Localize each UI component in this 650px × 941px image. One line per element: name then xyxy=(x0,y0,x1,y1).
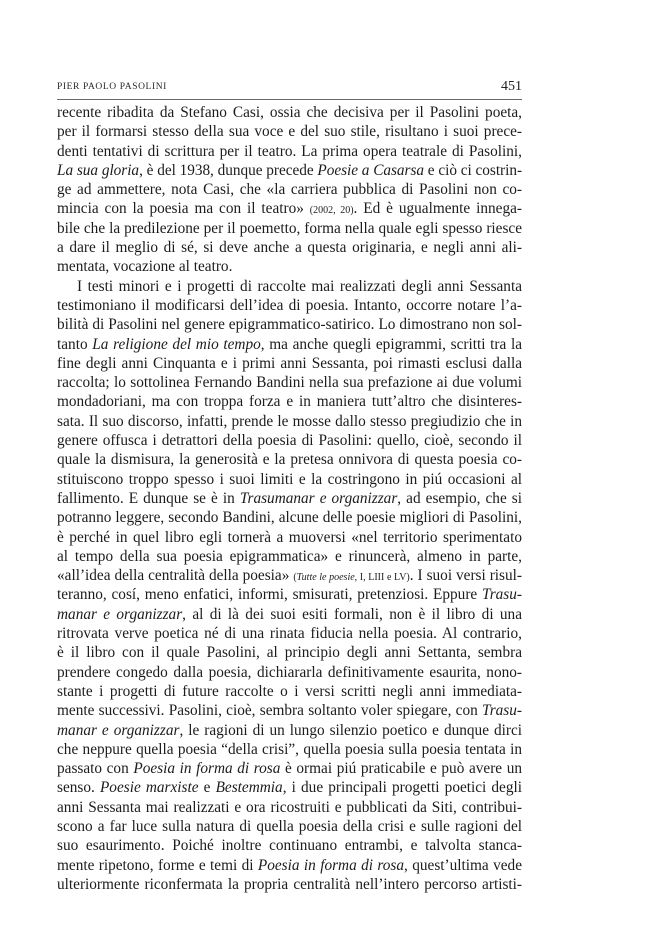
text-line xyxy=(57,701,522,720)
text-run: , ad esempio, che si xyxy=(397,489,522,507)
text-line xyxy=(57,798,522,817)
text-line xyxy=(57,528,522,547)
italic-title: La religione del mio tempo xyxy=(92,335,261,353)
text-line xyxy=(57,199,522,218)
italic-title: Poesia in forma di rosa xyxy=(133,760,281,778)
text-line xyxy=(57,856,522,875)
text-run: tanto xyxy=(57,335,93,353)
text-run: e xyxy=(198,779,216,797)
text-run: bilità di Pasolini nel genere epigrammatico-satirico. Lo dimostrano non sol- xyxy=(57,316,522,334)
text-run: prendere congedo dalla poesia, dichiararla definitivamente esaurita, nono- xyxy=(57,663,522,681)
text-line xyxy=(57,122,522,141)
text-line xyxy=(57,161,522,180)
text-run: passato con xyxy=(57,760,134,778)
text-run: che neppure quella poesia “della crisi”, quella poesia sulla poesia tentata in xyxy=(57,740,522,758)
text-run: mondadoriani, ma con troppa forza e in maniera tutt’altro che disinteres- xyxy=(57,393,522,411)
text-line xyxy=(57,257,522,276)
text-line xyxy=(57,759,522,778)
text-run: I testi minori e i progetti di raccolte mai realizzati degli anni Sessanta xyxy=(77,277,522,295)
text-run: raccolta; lo sottolinea Fernando Bandini nella sua prefazione ai due volumi xyxy=(57,374,522,392)
text-run: , i due principali progetti poetici degli xyxy=(282,779,522,797)
text-run: fine degli anni Cinquanta e i primi anni Sessanta, poi rimasti esclusi dalla xyxy=(57,354,522,372)
text-run: a dare il meglio di sé, si deve anche a questa originaria, e negli anni ali- xyxy=(57,239,522,257)
text-run: fallimento. E dunque se è in xyxy=(57,489,240,507)
citation: Tutte le poesie xyxy=(296,572,355,584)
text-line xyxy=(57,335,522,354)
text-run: mincia con la poesia ma con il teatro» xyxy=(57,200,310,218)
text-line xyxy=(57,875,522,894)
text-run: testimoniano il modificarsi dell’idea di poesia. Intanto, occorre notare l’a- xyxy=(57,296,522,314)
text-run: anni Sessanta mai realizzati e ora ricostruiti e pubblicati da Siti, contribui- xyxy=(57,798,522,816)
text-line xyxy=(57,180,522,199)
page-number: 451 xyxy=(501,79,522,94)
text-line xyxy=(57,605,522,624)
text-line xyxy=(57,643,522,662)
text-run: ritrovata verve poetica né di una rinata fiducia nella poesia. Al contrario, xyxy=(57,625,522,643)
text-line xyxy=(57,296,522,315)
italic-title: Trasu- xyxy=(482,586,522,604)
text-run: mente ripetono, forme e temi di xyxy=(57,856,258,874)
text-run: potranno leggere, secondo Bandini, alcune delle poesie migliori di Pasolini, xyxy=(57,509,522,527)
text-run: teranno, cosí, meno enfatici, informi, smisurati, pretenziosi. Eppure xyxy=(57,586,483,604)
italic-title: Poesie marxiste xyxy=(99,779,199,797)
header-rule xyxy=(57,99,522,100)
text-run: ulteriormente riconfermata la propria centralità nell’intero percorso artisti- xyxy=(57,875,522,893)
text-run: . I suoi versi risul- xyxy=(409,567,522,585)
text-run: stante i progetti di future raccolte o i versi scritti negli anni immediata- xyxy=(57,682,522,700)
text-line xyxy=(57,624,522,643)
text-run: al tempo della sua poesia epigrammatica» e rinuncerà, almeno in parte, xyxy=(57,547,522,565)
text-run: e ciò ci costrin- xyxy=(424,161,523,179)
text-line xyxy=(57,450,522,469)
text-run: , è del 1938, dunque precede xyxy=(139,161,318,179)
citation: (2002, 20) xyxy=(309,205,354,217)
running-head-title: PIER PAOLO PASOLINI xyxy=(57,82,167,92)
text-line xyxy=(57,238,522,257)
text-run: , quest’ultima vede xyxy=(404,856,522,874)
text-line xyxy=(57,103,522,122)
citation: ( xyxy=(293,572,297,584)
text-run: suo esaurimento. Poiché inoltre continuano entrambi, e talvolta stanca- xyxy=(57,837,522,855)
italic-title: manar e organizzar xyxy=(57,605,183,623)
text-line xyxy=(57,315,522,334)
italic-title: La sua gloria xyxy=(57,161,140,179)
text-line xyxy=(57,412,522,431)
text-run: . Ed è ugualmente innega- xyxy=(353,200,522,218)
text-run: recente ribadita da Stefano Casi, ossia che decisiva per il Pasolini poeta, xyxy=(57,104,522,121)
text-run: quale la dismisura, la generosità e la pretesa onnivora di questa poesia co- xyxy=(57,451,522,469)
text-run: scono a far luce sulla natura di quella poesia della crisi e sulle ragioni del xyxy=(57,817,522,835)
text-run: , ma anche quegli epigrammi, scritti tra la xyxy=(260,335,522,353)
text-line xyxy=(57,740,522,759)
text-run: mente successivi. Pasolini, cioè, sembra soltanto voler spiegare, con xyxy=(57,702,483,720)
text-run: , al di là dei suoi esiti formali, non è il libro di una xyxy=(182,605,522,623)
text-line xyxy=(57,219,522,238)
text-line xyxy=(57,778,522,797)
italic-title: Trasu- xyxy=(482,702,522,720)
text-run: è ormai piú praticabile e può avere un xyxy=(280,760,522,778)
text-run: stituiscono troppo spesso i suoi limiti e la costringono in piú occasioni al xyxy=(57,470,522,488)
text-line xyxy=(57,354,522,373)
text-run: ge ad ammettere, nota Casi, che «la carriera pubblica di Pasolini non co- xyxy=(57,181,522,199)
text-run: , le ragioni di un lungo silenzio poetico e dunque dirci xyxy=(179,721,522,739)
text-line xyxy=(57,663,522,682)
italic-title: manar e organizzar xyxy=(57,721,180,739)
text-line xyxy=(57,373,522,392)
text-line xyxy=(57,547,522,566)
italic-title: Bestemmia xyxy=(215,779,283,797)
text-line xyxy=(57,489,522,508)
citation: , I, LIII e LV) xyxy=(354,572,410,584)
text-run: sata. Il suo discorso, infatti, prende le mosse dallo stesso pregiudizio che in xyxy=(57,412,522,430)
italic-title: Poesia in forma di rosa xyxy=(257,856,405,874)
text-line xyxy=(57,721,522,740)
text-run: «all’idea della centralità della poesia» xyxy=(57,567,294,585)
text-run: genere offusca i detrattori della poesia di Pasolini: quello, cioè, secondo il xyxy=(57,432,522,450)
text-line xyxy=(57,566,522,585)
text-line xyxy=(57,682,522,701)
text-line xyxy=(57,585,522,604)
body-text xyxy=(57,103,522,894)
italic-title: Trasumanar e organizzar xyxy=(239,489,398,507)
text-run: per il formarsi stesso della sua voce e del suo stile, risultano i suoi prece- xyxy=(57,123,522,141)
text-run: è il libro con il quale Pasolini, al principio degli anni Settanta, sembra xyxy=(57,644,522,662)
text-line xyxy=(57,836,522,855)
text-run: è perché in quel libro egli tornerà a muoversi «nel territorio sperimentato xyxy=(57,528,522,546)
text-line xyxy=(57,277,522,296)
italic-title: Poesie a Casarsa xyxy=(317,161,425,179)
text-line xyxy=(57,817,522,836)
text-run: denti tentativi di scrittura per il teatro. La prima opera teatrale di Pasolini, xyxy=(57,142,522,160)
running-header xyxy=(57,80,522,100)
text-line xyxy=(57,431,522,450)
text-line xyxy=(57,142,522,161)
text-run: senso. xyxy=(57,779,100,797)
text-line xyxy=(57,508,522,527)
text-line xyxy=(57,392,522,411)
text-run: mentata, vocazione al teatro. xyxy=(57,258,233,276)
text-line xyxy=(57,470,522,489)
text-run: bile che la predilezione per il poemetto, forma nella quale egli spesso riesce xyxy=(57,219,522,237)
